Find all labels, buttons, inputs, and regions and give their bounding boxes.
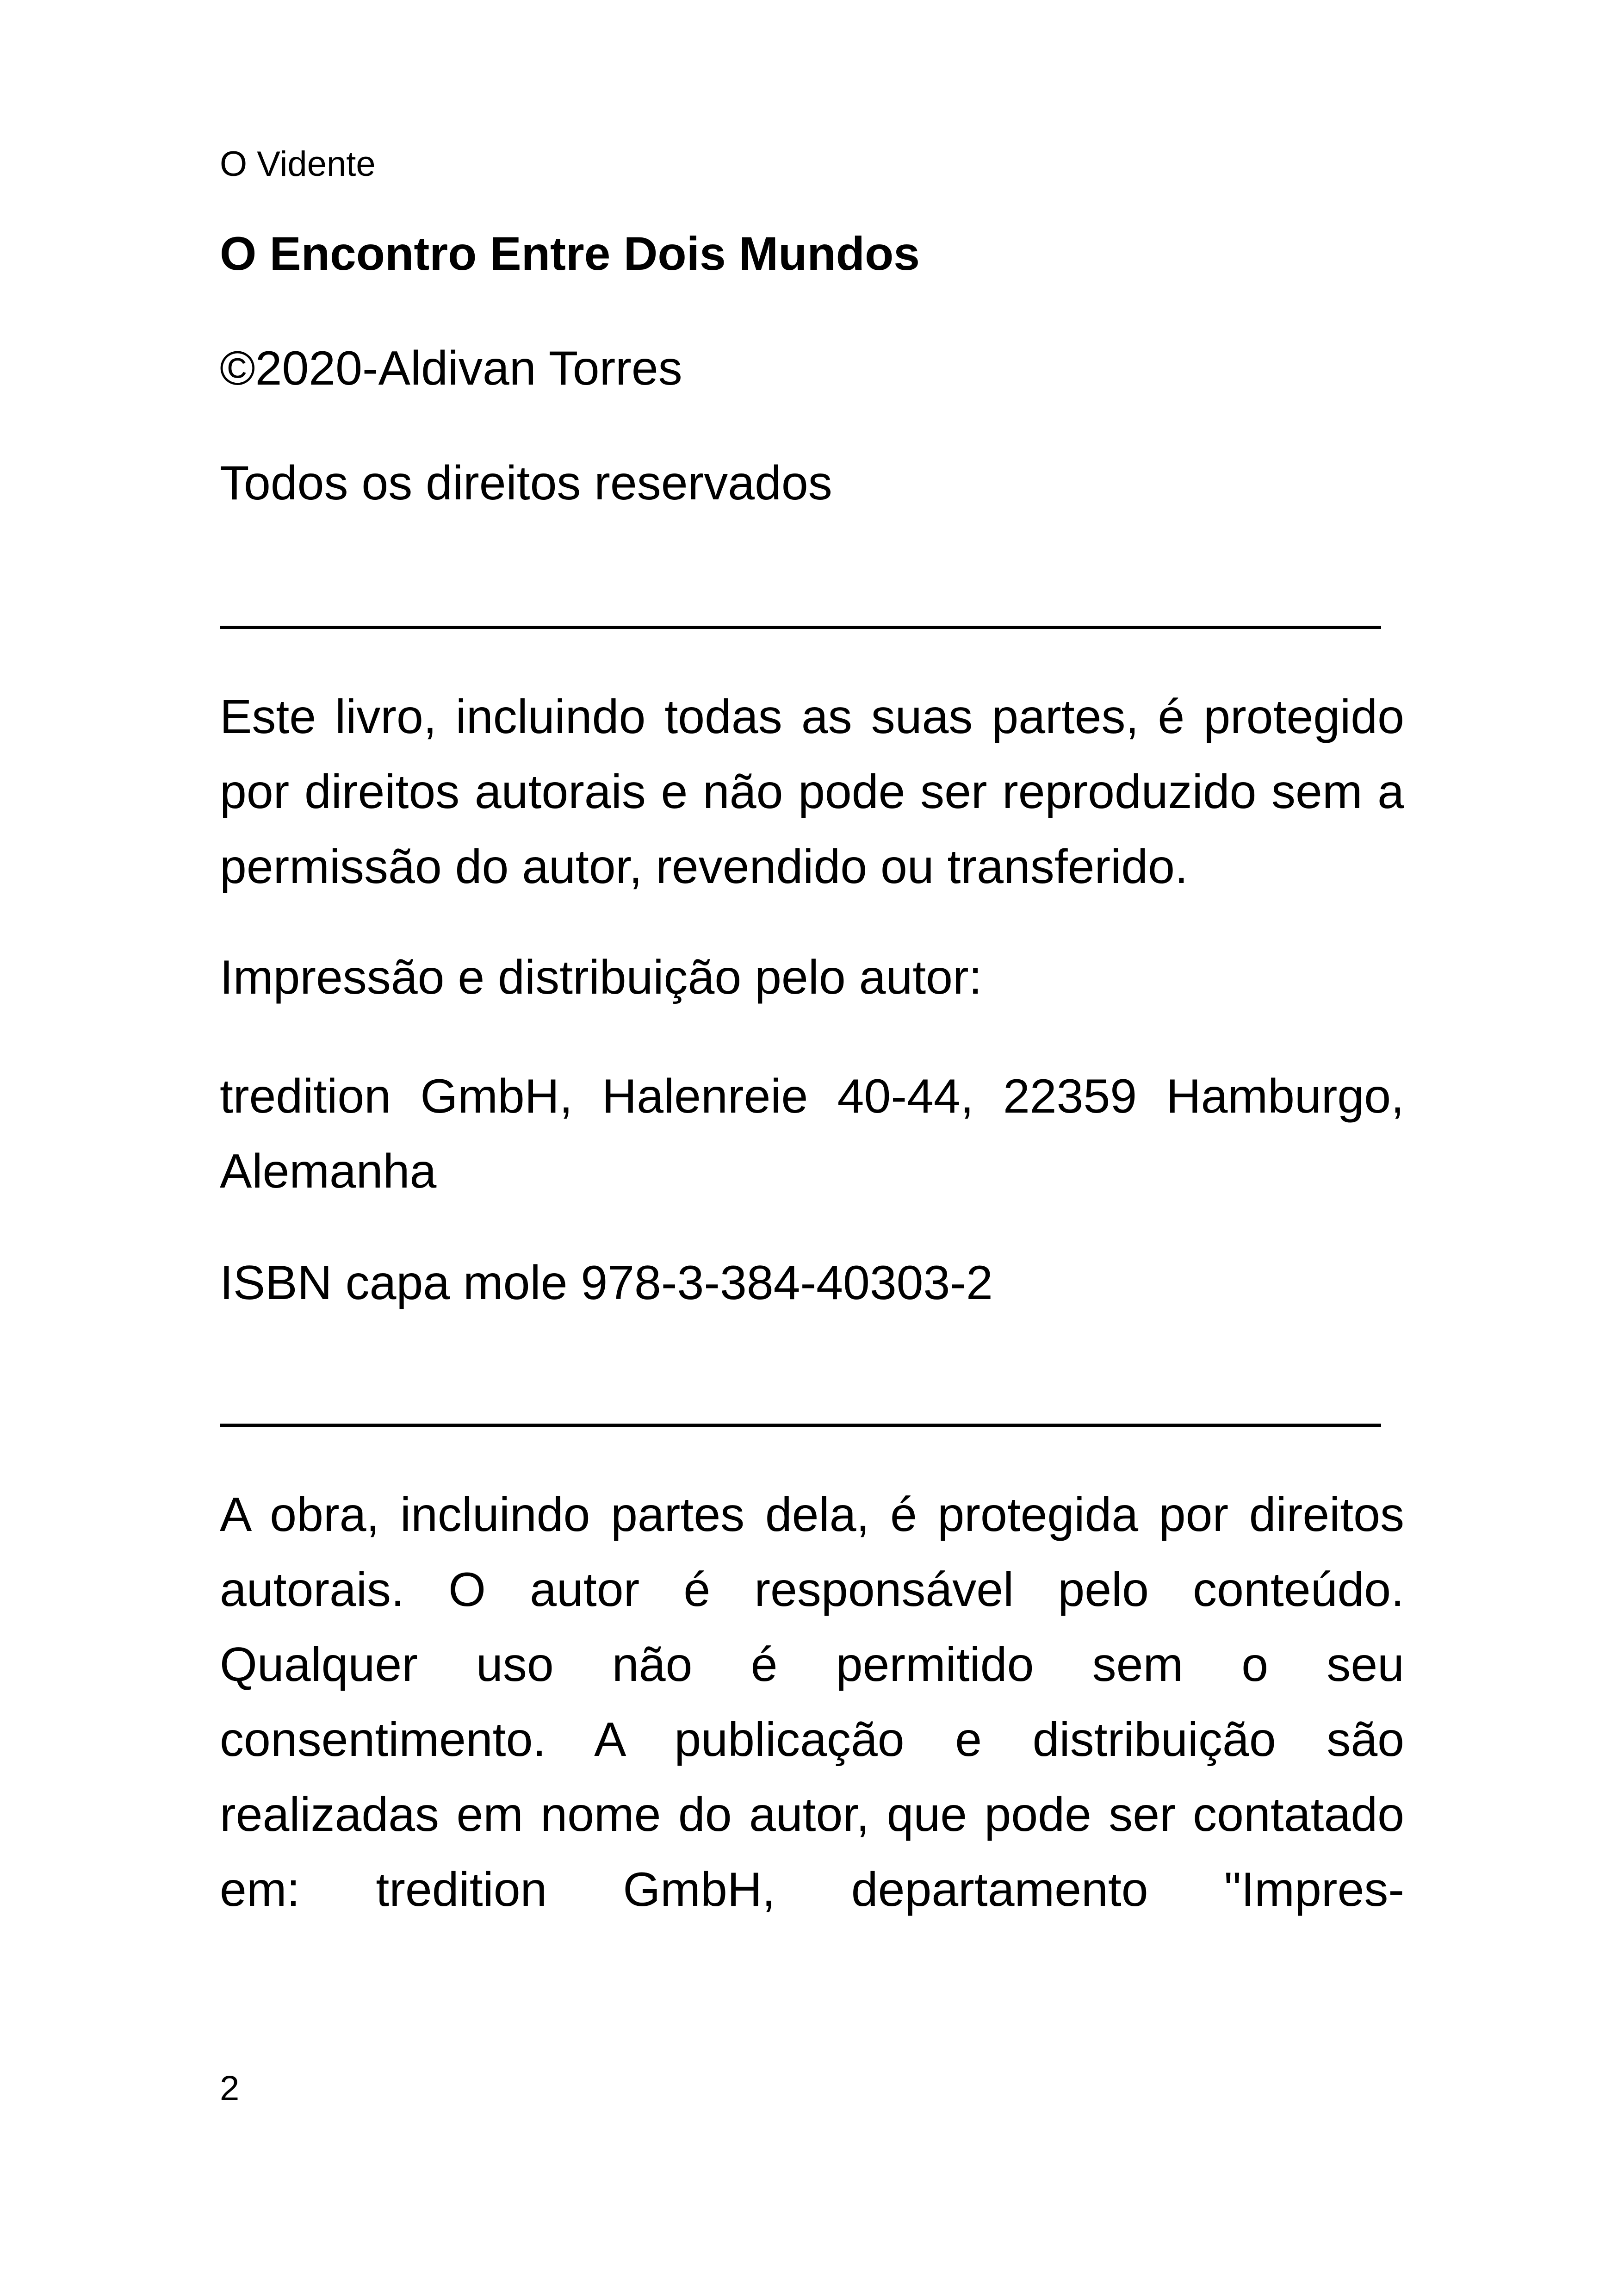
separator-line — [220, 626, 1381, 629]
copyright-paragraph: Este livro, incluindo todas as suas partes, é protegido por direitos autorais e não pode ser reproduzido sem a permissão do autor, revendido ou transferido. — [220, 690, 1404, 894]
book-title: O Encontro Entre Dois Mundos — [220, 227, 920, 280]
page-number: 2 — [220, 2069, 240, 2108]
rights-reserved-line: Todos os direitos reservados — [220, 456, 832, 510]
separator-line — [220, 1424, 1381, 1427]
copyright-line: ©2020-Aldivan Torres — [220, 342, 682, 395]
printing-label: Impressão e distribuição pelo autor: — [220, 951, 982, 1004]
isbn-line: ISBN capa mole 978-3-384-40303-2 — [220, 1256, 993, 1310]
legal-paragraph: A obra, incluindo partes dela, é protegida por direitos autorais. O autor é responsável pelo conteúdo. Qualquer uso não é permitido sem o seu consentimento. A publicação e distribuição são realizadas em nome do autor, que pode ser contatado em: tredition GmbH, departamento "Impres- — [220, 1488, 1404, 1916]
running-header: O Vidente — [220, 144, 376, 184]
publisher-address: tredition GmbH, Halenreie 40-44, 22359 Hamburgo, Alemanha — [220, 1070, 1404, 1198]
